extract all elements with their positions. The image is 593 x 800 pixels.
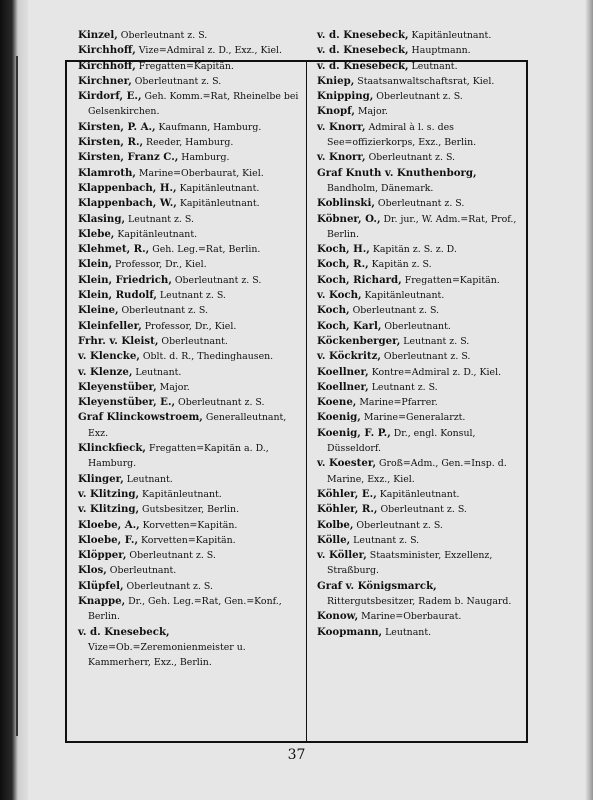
entry-name: Kirsten, Franz C., xyxy=(78,151,179,164)
entry-description: Hauptmann. xyxy=(408,45,471,57)
directory-entry xyxy=(317,150,523,165)
entry-name: Knopf, xyxy=(317,105,355,118)
directory-entry xyxy=(317,548,523,579)
entry-name: Kirchner, xyxy=(78,74,132,87)
directory-entry xyxy=(317,533,523,548)
directory-entry xyxy=(78,563,304,578)
directory-entry xyxy=(317,74,523,89)
entry-description: Leutnant z. S. xyxy=(368,381,438,393)
entry-description: Leutnant z. S. xyxy=(125,213,194,225)
entry-description: Kapitänleutnant. xyxy=(361,290,445,302)
entry-description: Kapitänleutnant. xyxy=(408,30,492,41)
directory-entry xyxy=(317,502,523,517)
directory-entry xyxy=(78,349,304,364)
entry-description: Fregatten=Kapitän. xyxy=(401,274,500,286)
directory-entry xyxy=(78,594,304,625)
page-number: 37 xyxy=(287,747,306,763)
directory-entry xyxy=(317,273,523,288)
entry-name: Graf v. Königsmarck, xyxy=(317,579,437,592)
entry-name: Koch, R., xyxy=(317,258,369,271)
entry-description: Oblt. d. R., Thedinghausen. xyxy=(139,351,274,363)
entry-description: Oberleutnant. xyxy=(106,565,177,577)
entry-name: Klehmet, R., xyxy=(78,243,150,256)
entry-name: Knappe, xyxy=(78,594,126,607)
directory-entry xyxy=(78,120,304,135)
directory-entry xyxy=(78,487,304,502)
entry-description: Kapitän z. S. z. D. xyxy=(369,244,457,256)
directory-entry xyxy=(78,89,304,120)
entry-description: Dr. jur., W. Adm.=Rat, Prof., Berlin. xyxy=(327,213,517,240)
entry-name: Klasing, xyxy=(78,212,126,225)
entry-description: Oberleutnant z. S. xyxy=(373,91,463,103)
directory-entry xyxy=(78,319,304,334)
entry-name: v. d. Knesebeck, xyxy=(78,625,170,638)
entry-name: Kleinfeller, xyxy=(78,319,142,332)
entry-description: Geh. Leg.=Rat, Berlin. xyxy=(149,244,261,256)
entry-description: Oberleutnant. xyxy=(158,335,228,347)
directory-entry xyxy=(78,257,304,272)
entry-name: Klein, xyxy=(78,258,113,271)
left-column xyxy=(78,28,304,670)
entry-name: Koch, xyxy=(317,304,350,317)
entry-description: Oberleutnant z. S. xyxy=(353,519,443,531)
entry-description: Leutnant z. S. xyxy=(350,534,420,546)
directory-entry xyxy=(317,334,523,349)
entry-name: v. Knorr, xyxy=(317,120,366,133)
entry-name: Klinckfieck, xyxy=(78,442,146,455)
directory-entry xyxy=(317,257,523,272)
entry-name: Kirdorf, E., xyxy=(78,90,142,103)
entry-description: Leutnant z. S. xyxy=(400,335,470,347)
directory-entry xyxy=(78,518,304,533)
directory-entry xyxy=(78,212,304,227)
directory-entry xyxy=(317,456,523,487)
entry-description: Oberleutnant z. S. xyxy=(131,75,222,87)
entry-name: Köbner, O., xyxy=(317,212,381,225)
directory-entry xyxy=(317,319,523,334)
entry-description: Vize=Admiral z. D., Exz., Kiel. xyxy=(135,45,283,57)
entry-description: Gutsbesitzer, Berlin. xyxy=(139,504,240,516)
entry-description: Korvetten=Kapitän. xyxy=(138,534,236,546)
entry-description: Rittergutsbesitzer, Radem b. Naugard. xyxy=(327,595,512,607)
directory-entry xyxy=(317,89,523,104)
directory-entry xyxy=(78,150,304,165)
entry-name: v. d. Knesebeck, xyxy=(317,29,409,41)
entry-description: Leutnant. xyxy=(123,473,173,485)
entry-name: Kirchhoff, xyxy=(78,59,136,72)
entry-name: Koblinski, xyxy=(317,197,375,210)
entry-name: v. d. Knesebeck, xyxy=(317,44,409,57)
directory-entry xyxy=(78,625,304,671)
entry-description: Kapitänleutnant. xyxy=(139,488,222,500)
directory-entry xyxy=(317,625,523,640)
directory-entry xyxy=(78,365,304,380)
entry-description: Leutnant. xyxy=(132,366,182,378)
entry-name: v. Köller, xyxy=(317,549,367,562)
entry-name: Klein, Friedrich, xyxy=(78,273,172,286)
directory-entry xyxy=(78,395,304,410)
directory-entry xyxy=(317,212,523,243)
directory-entry xyxy=(78,181,304,196)
entry-description: Oberleutnant z. S. xyxy=(118,305,208,317)
entry-name: v. Koester, xyxy=(317,457,376,470)
entry-description: Marine=Pfarrer. xyxy=(356,397,438,409)
entry-description: Kapitänleutnant. xyxy=(176,198,260,210)
entry-name: Kirsten, P. A., xyxy=(78,120,156,133)
entry-name: Koenig, F. P., xyxy=(317,426,391,439)
entry-name: Graf Knuth v. Knuthenborg, xyxy=(317,166,477,179)
directory-entry xyxy=(78,242,304,257)
entry-name: Koellner, xyxy=(317,380,369,393)
directory-entry xyxy=(317,104,523,119)
entry-name: Köhler, R., xyxy=(317,503,378,516)
entry-description: Kaufmann, Hamburg. xyxy=(155,121,262,133)
directory-entry xyxy=(78,273,304,288)
entry-name: Klappenbach, H., xyxy=(78,181,177,194)
entry-name: Kinzel, xyxy=(78,29,118,41)
directory-entry xyxy=(78,43,304,58)
entry-description: Hamburg. xyxy=(178,152,230,164)
directory-entry xyxy=(78,28,304,43)
entry-name: Köhler, E., xyxy=(317,487,377,500)
entry-description: Kapitänleutnant. xyxy=(376,488,460,500)
entry-name: Klein, Rudolf, xyxy=(78,289,157,302)
entry-description: Oberleutnant z. S. xyxy=(123,580,213,592)
entry-description: Oberleutnant z. S. xyxy=(117,30,208,41)
directory-entry xyxy=(317,487,523,502)
entry-description: Oberleutnant z. S. xyxy=(380,351,471,363)
directory-entry xyxy=(78,227,304,242)
entry-name: Kleyenstüber, xyxy=(78,380,157,393)
entry-name: Koene, xyxy=(317,396,357,409)
entry-name: Kolbe, xyxy=(317,518,354,531)
entry-description: Marine=Generalarzt. xyxy=(360,412,466,424)
entry-description: Major. xyxy=(156,381,190,393)
entry-description: Vize=Ob.=Zeremonienmeister u. Kammerherr, Exz., Berlin. xyxy=(88,641,246,669)
entry-description: Groß=Adm., Gen.=Insp. d. Marine, Exz., Kiel. xyxy=(327,458,507,485)
directory-entry xyxy=(317,242,523,257)
entry-name: v. Klitzing, xyxy=(78,503,140,516)
entry-name: Klebe, xyxy=(78,227,115,240)
entry-name: Koopmann, xyxy=(317,625,383,638)
directory-entry xyxy=(317,426,523,457)
entry-name: Klöpper, xyxy=(78,549,127,562)
directory-entry xyxy=(78,59,304,74)
entry-description: Leutnant. xyxy=(408,60,458,72)
entry-description: Reeder, Hamburg. xyxy=(143,137,234,149)
entry-description: Professor, Dr., Kiel. xyxy=(112,259,207,271)
entry-description: Professor, Dr., Kiel. xyxy=(141,320,237,332)
entry-name: v. Knorr, xyxy=(317,151,366,164)
directory-entry xyxy=(317,288,523,303)
entry-description: Marine=Oberbaurat. xyxy=(358,611,462,623)
entry-description: Geh. Komm.=Rat, Rheinelbe bei Gelsenkirchen. xyxy=(88,91,299,118)
directory-entry xyxy=(78,334,304,349)
entry-name: Klüpfel, xyxy=(78,579,124,592)
entry-description: Generalleutnant, Exz. xyxy=(88,412,287,439)
column-divider xyxy=(306,62,307,741)
entry-description: Staatsminister, Exzellenz, Straßburg. xyxy=(327,550,493,577)
entry-name: Kirsten, R., xyxy=(78,136,144,149)
entry-name: v. Köckritz, xyxy=(317,350,381,363)
directory-entry xyxy=(317,43,523,58)
entry-description: Oberleutnant z. S. xyxy=(171,274,262,286)
entry-description: Oberleutnant. xyxy=(381,320,451,332)
entry-description: Admiral à l. s. des See=offizierkorps, Exz., Berlin. xyxy=(327,121,477,149)
entry-name: Kleyenstüber, E., xyxy=(78,396,176,409)
directory-entry xyxy=(78,579,304,594)
entry-description: Bandholm, Dänemark. xyxy=(327,182,434,194)
entry-description: Staatsanwaltschaftsrat, Kiel. xyxy=(354,75,495,87)
directory-entry xyxy=(78,135,304,150)
entry-description: Oberleutnant z. S. xyxy=(365,152,456,164)
directory-entry xyxy=(78,548,304,563)
directory-entry xyxy=(78,410,304,441)
entry-description: Leutnant z. S. xyxy=(156,290,226,302)
entry-name: Graf Klinckowstroem, xyxy=(78,411,203,424)
directory-entry xyxy=(78,303,304,318)
entry-description: Oberleutnant z. S. xyxy=(374,198,465,210)
entry-description: Fregatten=Kapitän a. D., Hamburg. xyxy=(88,443,269,470)
entry-name: Koch, Richard, xyxy=(317,273,402,286)
entry-name: Klinger, xyxy=(78,472,124,485)
entry-name: Knipping, xyxy=(317,90,374,103)
entry-description: Dr., engl. Konsul, Düsseldorf. xyxy=(327,427,476,455)
adjacent-page-rule xyxy=(16,56,18,736)
directory-entry xyxy=(78,196,304,211)
directory-entry xyxy=(317,380,523,395)
directory-entry xyxy=(78,380,304,395)
directory-entry xyxy=(317,59,523,74)
directory-entry xyxy=(317,609,523,624)
entry-name: Koch, H., xyxy=(317,243,370,256)
entry-name: Kölle, xyxy=(317,533,351,546)
entry-description: Dr., Geh. Leg.=Rat, Gen.=Konf., Berlin. xyxy=(88,595,282,623)
directory-entry xyxy=(317,579,523,610)
entry-name: Köckenberger, xyxy=(317,334,401,347)
directory-entry xyxy=(317,28,523,43)
directory-entry xyxy=(317,196,523,211)
directory-entry xyxy=(78,166,304,181)
directory-entry xyxy=(78,533,304,548)
entry-description: Kapitän z. S. xyxy=(368,259,432,271)
entry-name: Konow, xyxy=(317,610,359,623)
entry-name: Kirchhoff, xyxy=(78,44,136,57)
adjacent-page-edge xyxy=(0,0,30,800)
directory-entry xyxy=(317,518,523,533)
entry-description: Marine=Oberbaurat, Kiel. xyxy=(135,167,264,179)
entry-name: Kloebe, A., xyxy=(78,518,140,531)
directory-entry xyxy=(78,441,304,472)
entry-name: Kloebe, F., xyxy=(78,533,138,546)
right-column xyxy=(317,28,523,640)
entry-description: Kapitänleutnant. xyxy=(176,182,260,194)
entry-name: Frhr. v. Kleist, xyxy=(78,334,159,347)
entry-name: Kleine, xyxy=(78,304,119,317)
directory-entry xyxy=(78,502,304,517)
entry-description: Oberleutnant z. S. xyxy=(377,504,467,516)
entry-name: v. Koch, xyxy=(317,289,362,302)
entry-description: Leutnant. xyxy=(382,626,432,638)
entry-description: Oberleutnant z. S. xyxy=(175,397,265,409)
entry-description: Fregatten=Kapitän. xyxy=(135,60,234,72)
entry-name: v. Klenze, xyxy=(78,365,133,378)
entry-name: v. Klencke, xyxy=(78,350,140,363)
entry-name: v. d. Knesebeck, xyxy=(317,59,409,72)
directory-entry xyxy=(78,288,304,303)
directory-entry xyxy=(317,410,523,425)
entry-name: Koellner, xyxy=(317,365,369,378)
entry-name: Koch, Karl, xyxy=(317,319,382,332)
entry-name: Klos, xyxy=(78,564,107,577)
directory-entry xyxy=(317,349,523,364)
directory-entry xyxy=(317,303,523,318)
entry-name: Kniep, xyxy=(317,74,355,87)
entry-description: Korvetten=Kapitän. xyxy=(139,519,238,531)
entry-description: Major. xyxy=(354,106,389,118)
entry-name: Koenig, xyxy=(317,411,361,424)
directory-entry xyxy=(317,120,523,151)
entry-description: Kontre=Admiral z. D., Kiel. xyxy=(368,366,502,378)
entry-name: Klappenbach, W., xyxy=(78,197,177,210)
directory-entry xyxy=(317,365,523,380)
book-page xyxy=(28,0,593,800)
entry-name: v. Klitzing, xyxy=(78,487,140,500)
page-shadow xyxy=(585,0,593,800)
directory-entry xyxy=(317,395,523,410)
entry-description: Kapitänleutnant. xyxy=(114,228,198,240)
entry-description: Oberleutnant z. S. xyxy=(126,550,216,562)
directory-entry xyxy=(78,472,304,487)
entry-name: Klamroth, xyxy=(78,166,136,179)
entry-description: Oberleutnant z. S. xyxy=(349,305,440,317)
directory-entry xyxy=(317,166,523,197)
directory-entry xyxy=(78,74,304,89)
